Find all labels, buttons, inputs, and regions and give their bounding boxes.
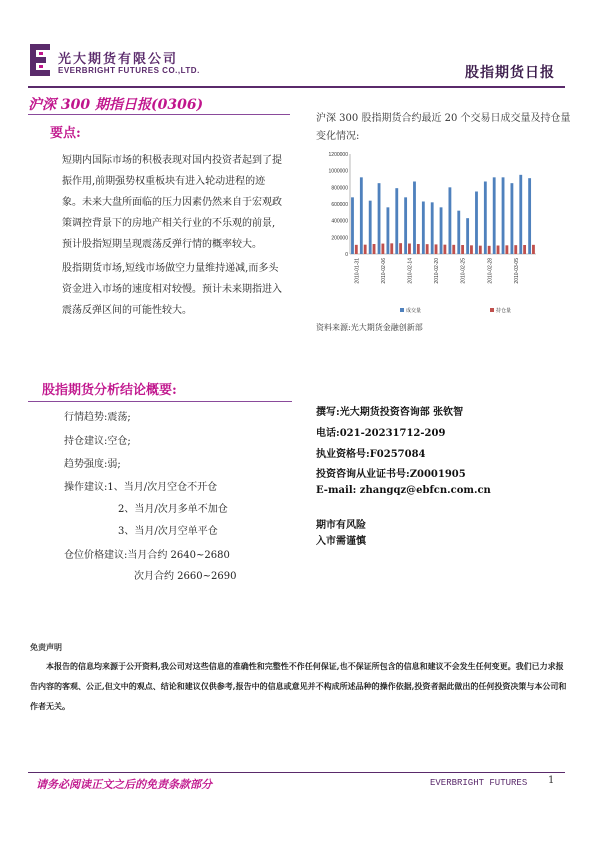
x-tick-label: 2010-02-28 bbox=[487, 258, 494, 284]
summary-price-current: 仓位价格建议:当月合约 2640~2680 bbox=[64, 550, 230, 561]
bar-volume bbox=[457, 211, 460, 254]
footer-notice: 请务必阅读正文之后的免责条款部分 bbox=[36, 778, 212, 791]
bar-volume bbox=[395, 188, 398, 254]
y-tick-label: 600000 bbox=[331, 202, 348, 208]
footer-divider bbox=[28, 772, 565, 773]
bar-openinterest bbox=[523, 245, 526, 254]
bar-openinterest bbox=[461, 245, 464, 254]
key-point-text-2: 股指期货市场,短线市场做空力量维持递减,而多头资金进入市场的速度相对较慢。预计未来期指进入震荡反弹区间的可能性较大。 bbox=[62, 263, 282, 316]
bar-openinterest bbox=[443, 245, 446, 254]
company-name-en: EVERBRIGHT FUTURES CO.,LTD. bbox=[58, 66, 200, 75]
bar-volume bbox=[422, 202, 425, 255]
report-title: 沪深 300 期指日报(0306) bbox=[28, 97, 204, 113]
bar-volume bbox=[484, 182, 487, 255]
bar-volume bbox=[475, 192, 478, 255]
bar-openinterest bbox=[452, 245, 455, 254]
bar-openinterest bbox=[373, 244, 376, 254]
x-tick-label: 2010-01-31 bbox=[354, 258, 361, 284]
x-tick-label: 2010-02-20 bbox=[434, 258, 441, 284]
author-advisory-cert: 投资咨询从业证书号:Z0001905 bbox=[316, 469, 466, 480]
bar-volume bbox=[351, 197, 354, 254]
bar-openinterest bbox=[505, 245, 508, 254]
key-points-heading: 要点: bbox=[50, 126, 81, 141]
header-divider bbox=[28, 86, 565, 88]
legend-swatch bbox=[400, 308, 404, 312]
bar-openinterest bbox=[399, 243, 402, 254]
bar-volume bbox=[404, 197, 407, 254]
bar-volume bbox=[510, 183, 513, 254]
bar-openinterest bbox=[381, 244, 384, 254]
company-logo-icon bbox=[30, 44, 52, 76]
summary-operation-2: 2、当月/次月多单不加仓 bbox=[118, 504, 228, 515]
bar-openinterest bbox=[364, 245, 367, 254]
author-email: E-mail: zhangqz@ebfcn.com.cn bbox=[316, 485, 491, 496]
author-writer: 撰写:光大期货投资咨询部 张钦智 bbox=[316, 407, 464, 418]
legend-swatch bbox=[490, 308, 494, 312]
chart-intro: 沪深 300 股指期货合约最近 20 个交易日成交量及持仓量变化情况: bbox=[316, 113, 571, 142]
bar-openinterest bbox=[426, 244, 429, 254]
x-tick-label: 2010-02-06 bbox=[381, 258, 387, 284]
author-license: 执业资格号:F0257084 bbox=[316, 449, 426, 460]
key-point-text-1: 短期内国际市场的积极表现对国内投资者起到了提振作用,前期强势权重板块有进入轮动进程的迹象。未来大盘所面临的压力因素仍然来自于宏观政策调控背景下的房地产相关行业的不乐观的前景,预计股指短期呈现震荡反弹行情的概率较大。 bbox=[62, 155, 282, 250]
risk-warning-1: 期市有风险 bbox=[316, 520, 366, 531]
bar-openinterest bbox=[488, 246, 491, 254]
company-name-cn: 光大期货有限公司 bbox=[58, 52, 179, 67]
summary-position: 持仓建议:空仓; bbox=[64, 436, 131, 447]
bar-volume bbox=[440, 207, 443, 254]
bar-openinterest bbox=[532, 245, 535, 254]
bar-openinterest bbox=[479, 246, 482, 254]
summary-strength: 趋势强度:弱; bbox=[64, 459, 121, 470]
x-tick-label: 2010-03-05 bbox=[513, 258, 520, 284]
y-tick-label: 400000 bbox=[331, 218, 348, 225]
chart-source: 资料来源:光大期货金融创新部 bbox=[316, 323, 423, 332]
summary-trend: 行情趋势:震荡; bbox=[64, 412, 131, 423]
bar-openinterest bbox=[390, 243, 393, 254]
bar-openinterest bbox=[435, 244, 438, 254]
y-tick-label: 1000000 bbox=[328, 168, 348, 175]
y-tick-label: 200000 bbox=[331, 235, 348, 242]
risk-warning-2: 入市需谨慎 bbox=[316, 536, 366, 547]
bar-volume bbox=[378, 183, 381, 254]
key-point-paragraph-1 bbox=[62, 150, 284, 255]
summary-operation-3: 3、当月/次月空单平仓 bbox=[118, 526, 218, 537]
bar-volume bbox=[528, 178, 531, 254]
bar-volume bbox=[502, 177, 505, 254]
legend-label: 持仓量 bbox=[496, 308, 512, 314]
bar-volume bbox=[519, 175, 522, 254]
bar-volume bbox=[386, 207, 389, 254]
summary-divider bbox=[28, 401, 292, 402]
bar-openinterest bbox=[417, 244, 420, 254]
x-tick-label: 2010-02-25 bbox=[460, 258, 467, 284]
bar-openinterest bbox=[470, 245, 473, 254]
legend-label: 成交量 bbox=[406, 308, 422, 314]
x-tick-label: 2010-02-14 bbox=[407, 258, 414, 284]
page-number: 1 bbox=[548, 775, 555, 786]
disclaimer-title: 免责声明 bbox=[30, 642, 62, 652]
bar-volume bbox=[466, 218, 469, 254]
bar-volume bbox=[448, 187, 451, 254]
title-divider bbox=[28, 114, 290, 115]
author-phone: 电话:021-20231712-209 bbox=[316, 428, 446, 439]
key-point-paragraph-2 bbox=[62, 258, 284, 321]
summary-operation-1: 操作建议:1、当月/次月空仓不开仓 bbox=[64, 482, 218, 493]
summary-heading: 股指期货分析结论概要: bbox=[42, 383, 177, 398]
bar-volume bbox=[369, 201, 372, 254]
bar-openinterest bbox=[514, 245, 517, 254]
bar-openinterest bbox=[497, 246, 500, 255]
summary-price-next: 次月合约 2660~2690 bbox=[134, 571, 237, 582]
bar-openinterest bbox=[408, 244, 411, 255]
y-tick-label: 1200000 bbox=[328, 152, 348, 158]
bar-volume bbox=[413, 182, 416, 255]
bar-volume bbox=[493, 177, 496, 254]
document-type: 股指期货日报 bbox=[465, 65, 555, 81]
bar-volume bbox=[431, 202, 434, 254]
y-tick-label: 0 bbox=[345, 252, 348, 258]
disclaimer-text: 本报告的信息均来源于公开资料,我公司对这些信息的准确性和完整性不作任何保证,也不保证所包含的信息和建议不会发生任何变更。我们已力求报告内容的客观、公正,但文中的观点、结论和建议仅供参考,报告中的信息或意见并不构成所述品种的操作依据,投资者据此做出的任何投资决策与本公司和作者无关。 bbox=[30, 661, 567, 711]
bar-volume bbox=[360, 177, 363, 254]
bar-openinterest bbox=[355, 245, 358, 254]
volume-openinterest-chart bbox=[316, 150, 560, 325]
y-tick-label: 800000 bbox=[331, 185, 348, 192]
footer-brand: EVERBRIGHT FUTURES bbox=[430, 778, 528, 788]
